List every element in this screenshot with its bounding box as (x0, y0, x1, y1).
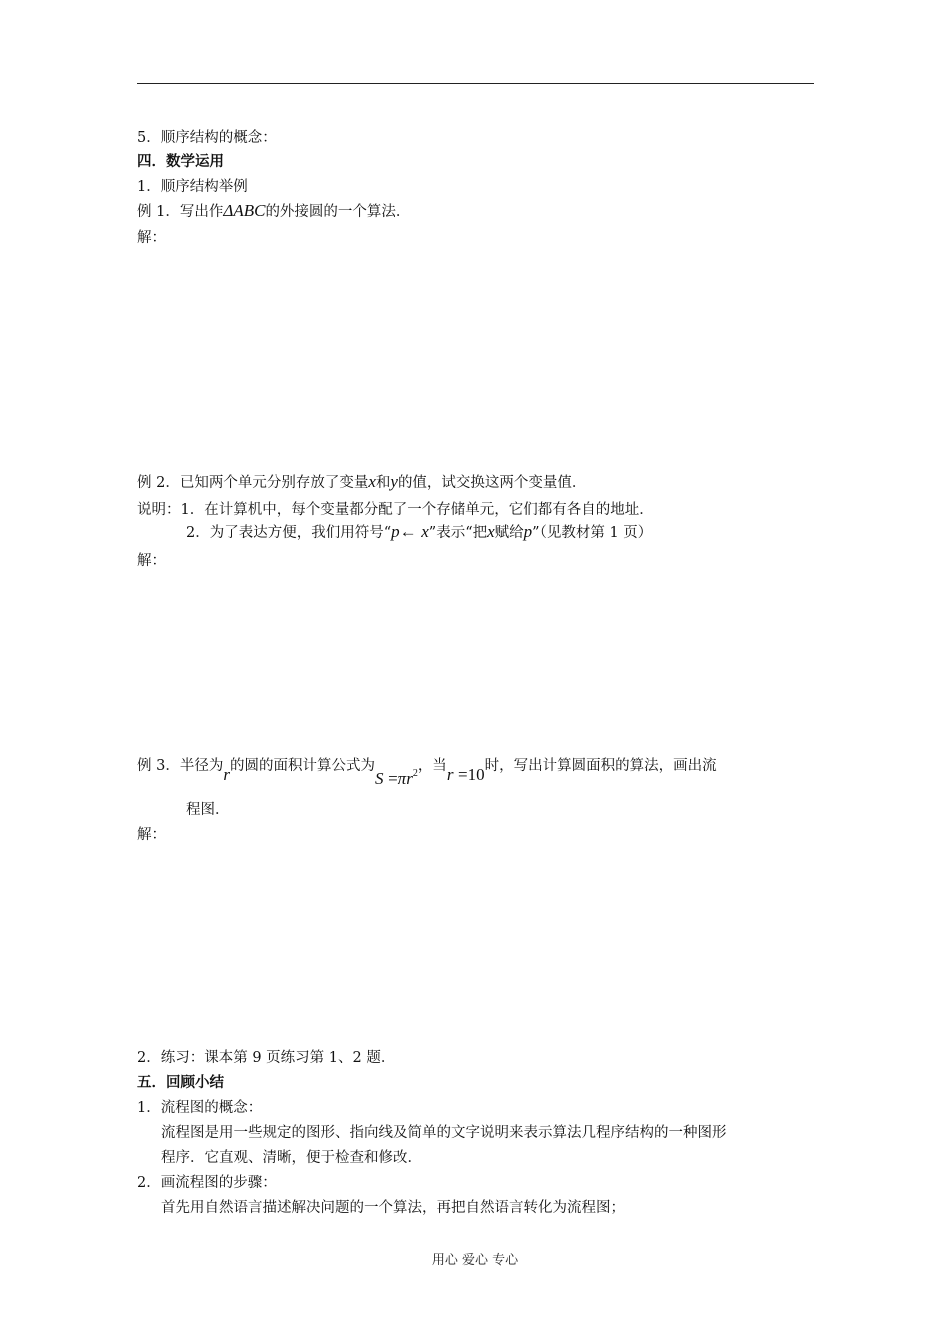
section3-item5: 5．顺序结构的概念： (137, 130, 277, 146)
section5-item1: 1．流程图的概念： (137, 1100, 263, 1116)
example2-note1: 说明：1．在计算机中，每个变量都分配了一个存储单元，它们都有各自的地址． (137, 502, 654, 518)
note2-x2: x (487, 522, 495, 541)
section4-sub2: 2．练习：课本第 9 页练习第 1、2 题． (137, 1050, 396, 1066)
section5-item1-text1: 流程图是用一些规定的图形、指向线及简单的文字说明来表示算法几程序结构的一种图形 (161, 1125, 727, 1141)
example1-solution: 解： (137, 230, 166, 246)
var-x: x (368, 472, 376, 491)
example3-solution: 解： (137, 827, 166, 843)
formula-pi-r: πr (397, 769, 413, 788)
formula-s: S (374, 769, 384, 788)
area-formula (374, 768, 418, 788)
example3-prefix: 例 3．半径为 (137, 758, 224, 774)
triangle-abc: ΔABC (223, 201, 266, 220)
example1-line (137, 201, 410, 222)
example1-prefix: 例 1．写出作 (137, 204, 224, 220)
example3-cont: 程图． (186, 802, 230, 818)
section4-heading: 四．数学运用 (137, 154, 224, 170)
example2-note2 (186, 522, 652, 543)
page-footer: 用心 爱心 专心 (431, 1253, 519, 1268)
example2-and: 和 (375, 475, 391, 491)
note2-p2: p (523, 522, 533, 541)
section5-item1-text2: 程序．它直观、清晰，便于检查和修改． (161, 1150, 422, 1166)
condition (446, 765, 485, 784)
note2-x: x (421, 522, 429, 541)
var-y: y (390, 472, 398, 491)
example2-prefix: 例 2．已知两个单元分别存放了变量 (137, 475, 369, 491)
section4-sub1: 1．顺序结构举例 (137, 179, 248, 195)
example2-solution: 解： (137, 553, 166, 569)
cond-r: r (446, 765, 454, 784)
example1-suffix: 的外接圆的一个算法． (265, 204, 411, 220)
example2-line (137, 472, 586, 493)
note2-d: ”（见教材第 1 页） (532, 525, 653, 541)
note2-c: 赋给 (494, 525, 524, 541)
header-rule (137, 83, 814, 84)
note2-p: p (391, 522, 400, 541)
example3-mid1: 的圆的面积计算公式为 (229, 758, 375, 774)
var-r: r (223, 765, 230, 784)
example3-suffix: 时，写出计算圆面积的算法，画出流 (484, 758, 717, 774)
example3-mid2: ，当 (417, 758, 447, 774)
arrow-left-icon: ← (399, 522, 417, 541)
formula-exponent: 2 (412, 768, 418, 779)
note2-b: ”表示“把 (428, 525, 488, 541)
section5-item2-text: 首先用自然语言描述解决问题的一个算法，再把自然语言转化为流程图； (161, 1200, 625, 1216)
section5-heading: 五．回顾小结 (137, 1075, 224, 1091)
formula-eq: = (388, 769, 398, 788)
note2-a: 2．为了表达方便，我们用符号“ (186, 525, 392, 541)
section5-item2: 2．画流程图的步骤： (137, 1175, 277, 1191)
cond-eq: =10 (458, 765, 485, 784)
example2-suffix: 的值，试交换这两个变量值． (397, 475, 587, 491)
